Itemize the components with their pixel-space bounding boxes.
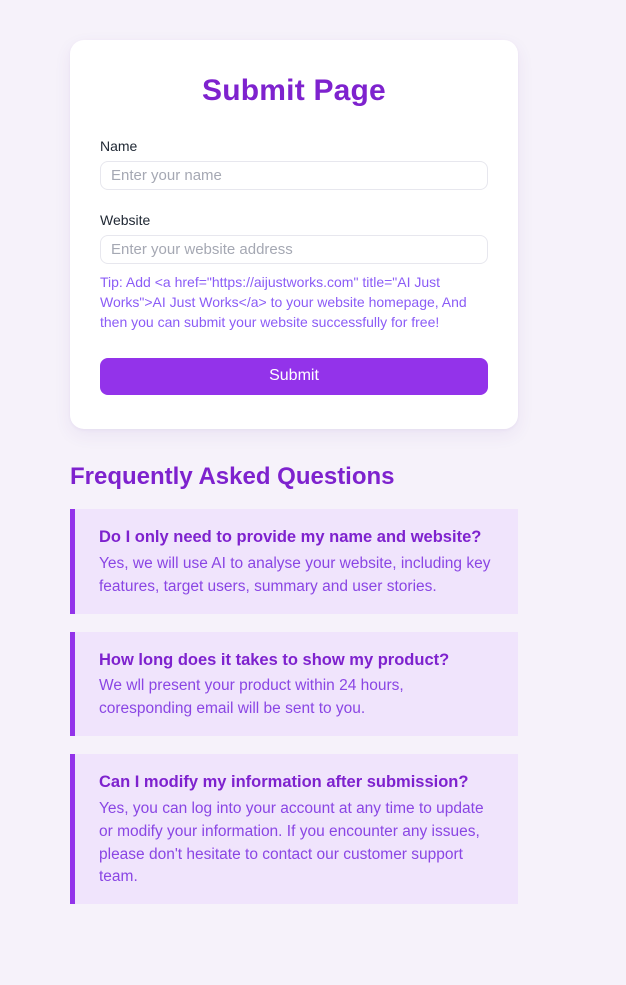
faq-answer: We wll present your product within 24 hours, coresponding email will be sent to you. [99,677,404,718]
page-content [70,40,518,904]
tip-text: Tip: Add <a href="https://aijustworks.com" title="AI Just Works">AI Just Works</a> to your website homepage, And then you can submit your website successfully for free! [100,274,467,331]
submit-form-card [70,40,518,429]
name-input[interactable] [100,161,488,190]
faq-heading: Frequently Asked Questions [70,463,395,491]
faq-answer: Yes, we will use AI to analyse your website, including key features, target users, summary and user stories. [99,554,491,595]
page-title: Submit Page [202,74,386,107]
faq-question: How long does it takes to show my product? [99,650,450,669]
website-field-group [100,212,488,264]
faq-question: Can I modify my information after submission? [99,773,469,792]
faq-list [70,509,518,904]
faq-item [70,632,518,736]
name-field-group [100,138,488,190]
faq-item [70,509,518,613]
submit-form [100,138,488,395]
faq-item [70,754,518,904]
submit-button[interactable]: Submit [100,358,488,395]
faq-answer: Yes, you can log into your account at any time to update or modify your information. If you encounter any issues, please don't hesitate to contact our customer support team. [99,799,484,886]
name-label: Name [100,138,138,154]
faq-question: Do I only need to provide my name and website? [99,528,482,547]
website-input[interactable] [100,235,488,264]
website-label: Website [100,212,151,228]
